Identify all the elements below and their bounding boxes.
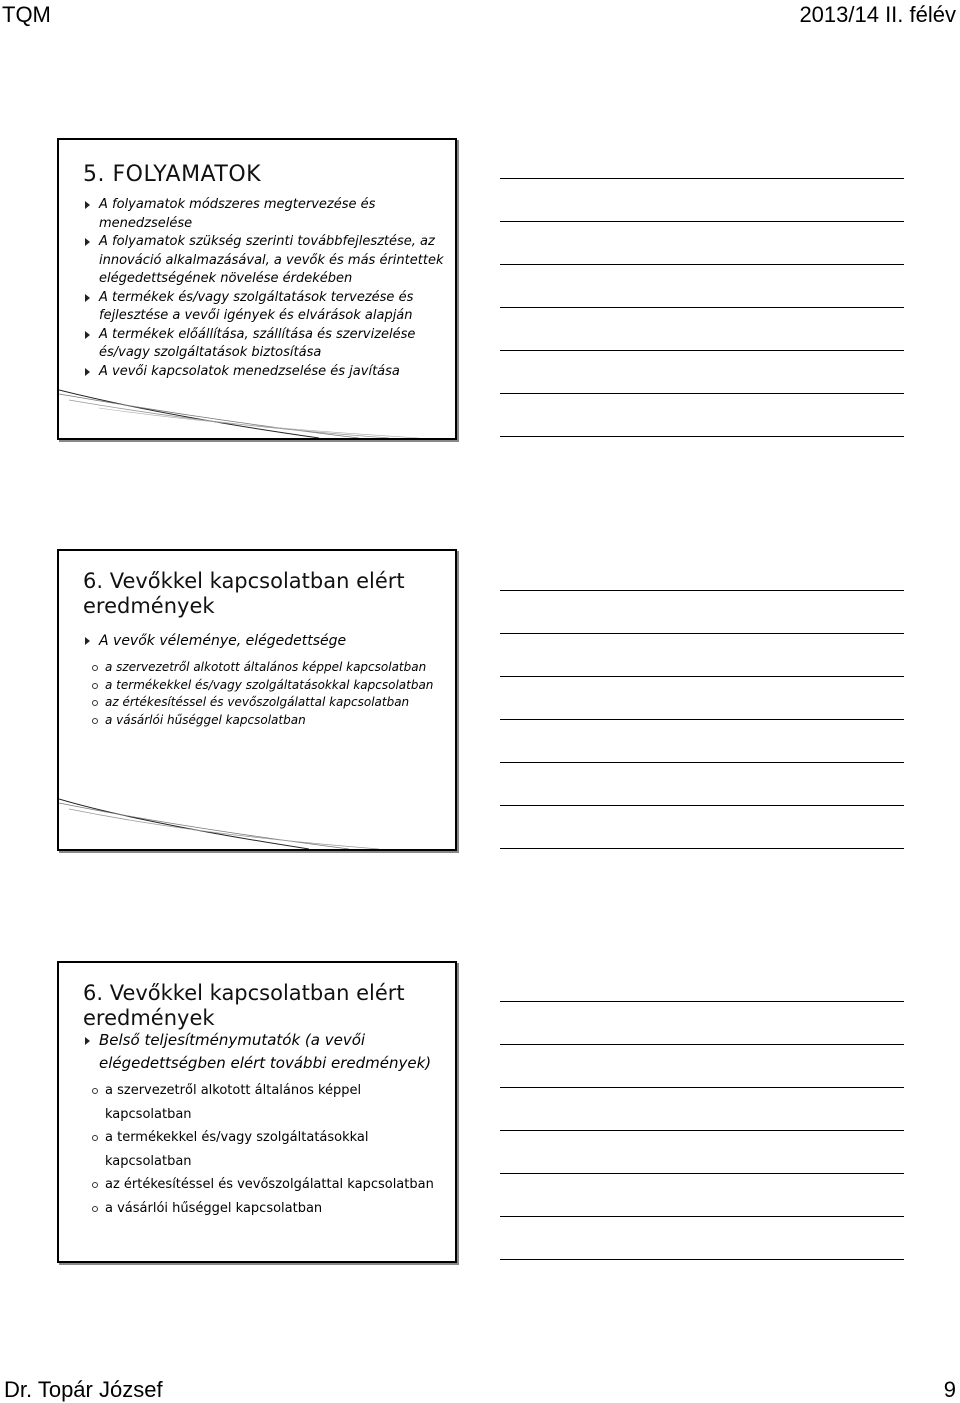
notes-lines-1	[500, 178, 904, 479]
slide-title: 6. Vevőkkel kapcsolatban elért eredmények	[83, 981, 405, 1030]
triangle-bullet-icon	[85, 238, 90, 246]
triangle-bullet-icon	[85, 294, 90, 302]
note-line	[500, 805, 904, 806]
list-item: A vevői kapcsolatok menedzselése és javítása	[85, 363, 445, 382]
triangle-bullet-icon	[85, 1037, 90, 1045]
sub-list-item: a vásárlói hűséggel kapcsolatban	[85, 1197, 445, 1221]
ring-bullet-icon	[92, 718, 98, 724]
ring-bullet-icon	[92, 683, 98, 689]
slide-corner-decoration	[59, 378, 457, 438]
note-line	[500, 221, 904, 222]
sub-list-item: a szervezetről alkotott általános képpel kapcsolatban	[85, 659, 445, 677]
ring-bullet-icon	[92, 1206, 98, 1212]
bullet-list	[85, 631, 445, 651]
note-line	[500, 590, 904, 591]
notes-lines-3	[500, 1001, 904, 1302]
note-line	[500, 633, 904, 634]
list-item: A folyamatok szükség szerinti továbbfejlesztése, az innováció alkalmazásával, a vevők és más érintettek elégedettségének növelése érdekében	[85, 233, 445, 289]
note-line	[500, 848, 904, 849]
footer-author: Dr. Topár József	[4, 1377, 163, 1402]
note-line	[500, 307, 904, 308]
note-line	[500, 264, 904, 265]
ring-bullet-icon	[92, 665, 98, 671]
list-item: A vevők véleménye, elégedettsége	[85, 631, 445, 651]
list-item: Belső teljesítménymutatók (a vevői elégedettségben elért további eredmények)	[85, 1029, 445, 1075]
note-line	[500, 719, 904, 720]
note-line	[500, 436, 904, 437]
triangle-bullet-icon	[85, 201, 90, 209]
bullet-list	[85, 1029, 445, 1075]
header-title: TQM	[2, 2, 51, 27]
note-line	[500, 1044, 904, 1045]
ring-bullet-icon	[92, 700, 98, 706]
sub-list-item: az értékesítéssel és vevőszolgálattal kapcsolatban	[85, 694, 445, 712]
slide-title: 6. Vevőkkel kapcsolatban elért eredmények	[83, 569, 405, 618]
slide-3	[57, 961, 457, 1263]
triangle-bullet-icon	[85, 637, 90, 645]
list-item: A termékek előállítása, szállítása és szervizelése és/vagy szolgáltatások biztosítása	[85, 326, 445, 363]
ring-bullet-icon	[92, 1182, 98, 1188]
list-item: A termékek és/vagy szolgáltatások tervezése és fejlesztése a vevői igények és elvárások alapján	[85, 289, 445, 326]
note-line	[500, 1173, 904, 1174]
bullet-list	[85, 196, 445, 381]
sub-list-item: a termékekkel és/vagy szolgáltatásokkal kapcsolatban	[85, 1126, 445, 1173]
ring-bullet-icon	[92, 1088, 98, 1094]
notes-lines-2	[500, 590, 904, 891]
slide-2	[57, 549, 457, 851]
slide-title: 5. FOLYAMATOK	[83, 162, 262, 187]
note-line	[500, 1216, 904, 1217]
sub-list	[85, 659, 445, 729]
note-line	[500, 762, 904, 763]
header-semester: 2013/14 II. félév	[799, 2, 956, 27]
list-item: A folyamatok módszeres megtervezése és menedzselése	[85, 196, 445, 233]
note-line	[500, 178, 904, 179]
note-line	[500, 1087, 904, 1088]
sub-list-item: a vásárlói hűséggel kapcsolatban	[85, 712, 445, 730]
triangle-bullet-icon	[85, 331, 90, 339]
page-number: 9	[943, 1377, 956, 1402]
sub-list	[85, 1079, 445, 1220]
sub-list-item: az értékesítéssel és vevőszolgálattal kapcsolatban	[85, 1173, 445, 1197]
note-line	[500, 1130, 904, 1131]
sub-list-item: a szervezetről alkotott általános képpel kapcsolatban	[85, 1079, 445, 1126]
note-line	[500, 1001, 904, 1002]
sub-list-item: a termékekkel és/vagy szolgáltatásokkal kapcsolatban	[85, 677, 445, 695]
ring-bullet-icon	[92, 1135, 98, 1141]
triangle-bullet-icon	[85, 368, 90, 376]
note-line	[500, 350, 904, 351]
slide-1	[57, 138, 457, 440]
note-line	[500, 1259, 904, 1260]
note-line	[500, 393, 904, 394]
slide-corner-decoration	[59, 789, 457, 849]
note-line	[500, 676, 904, 677]
